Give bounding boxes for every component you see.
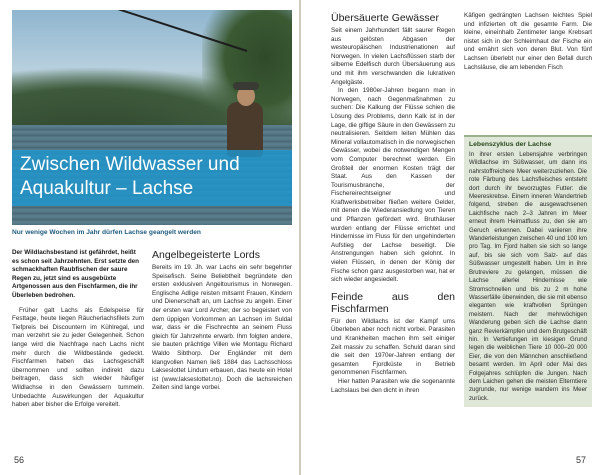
heading-feinde-aus-den-fischfarmen: Feinde aus den Fischfarmen — [331, 290, 455, 315]
left-col1-body: Früher galt Lachs als Edelspeise für Festtage, heute liegen Räucherlachsfilets zum Tiefpreis bei Discountern im Kühlregal, und man verzehrt sie zu jeder Gelegenheit. Schon lange wird die Nachfrage nach Lachs nicht mehr durch die Wildbestände gedeckt. Fischfarmen haben das Lachsgeschäft übernommen und sollten indirekt dazu beitragen, dass sich wieder häufiger Wildlachse in den Gewässern tummeln. Unbedachte Auswirkungen der Aquakultur haben aber bisher die Erfolge vereitelt. — [12, 306, 144, 409]
right-column-2 — [464, 12, 592, 72]
left-column-2 — [152, 249, 292, 393]
right-col1-body-4: Hier hatten Parasiten wie die sogenannte Lachslaus bei den dicht in ihren — [331, 377, 455, 394]
sidebox-body: In ihrer ersten Lebensjahre verbringen Wildlachse im Süßwasser, um dann ins nahrstoffreichere Meer weiterzuziehen. Die rote Färbung des Lachsfleisches entsteht dort durch ihr bevorzugtes Futter: die Meereskrebse. Einem inneren Wandertrieb folgend, streben die ausgewachsenen Laichfische nach 2–3 Jahren im Meer erneut ihrem Heimatfluss zu, den sie am Geruch erkennen. Dabei variieren ihre Wanderleistungen zwischen 40 und 100 km pro Tag. Im Fjord halten sie sich so lange auf, bis sie sich vom Salz- auf das Süßwasser umgestellt haben. Um in ihre Brutreviere zu gelangen, müssen die Lachse allerlei Hindernisse wie Stromschnellen und bis zu 2 m hohe Wasserfälle überwinden, die sie mit ebenso eleganten wie kraftvollen Sprüngen meistern. Nach der mehrwöchigen Wanderung geben sich die Lachse dann ganz Revierkämpfen und dem Brutgeschäft hin. In Vertiefungen im kiesigen Grund legen die weiblichen Tiere 10 000–20 000 Eier, die von den Männchen anschließend besamt werden. Im April oder Mai des Folgejahres schlüpfen die Jungen. Nach dem Laichen gehen die meisten Elterntiere zugrunde, nur wenige wandern ins Meer zurück. — [469, 151, 587, 402]
sidebox-heading: Lebenszyklus der Lachse — [469, 141, 552, 148]
lifecycle-sidebox — [464, 135, 592, 407]
right-col1-body-3: Für den Wildlachs ist der Kampf ums Überleben aber noch nicht vorbei. Parasiten und Krankheiten machen ihm seit einiger Zeit massiv zu schaffen. Schuld daran sind die seit den 1970er-Jahren entlang der gesamten Fjordküste in Betrieb genommenen Fischfarmen. — [331, 317, 455, 377]
right-col1-body-2: In den 1980er-Jahren begann man in Norwegen, nach Gegenmaßnahmen zu suchen: Die Kalkung der Flüsse schien die Lösung des Problems, denn Kalk ist in der Lage, die giftige Säure in den Gewässern zu neutralisieren. Seitdem leiten Mühlen das Mineral vollautomatisch in die norwegischen Gewässer, wobei die notwendigen Mengen vom Computer berechnet werden. Ein Großteil der enormen Kosten trägt der Staat. Aus den Kassen der Tourismusbranche, der Fischereirechtseigner und Kraftwerksbetreiber fließen weitere Gelder, mit denen die Wiederansiedlung von Tieren und Pflanzen gefördert wird. Bruthäuser wurden entlang der Flüsse errichtet und Hindernisse im Fluss für den ungehinderten Aufstieg der Lachse beseitigt. Die Anstrengungen haben sich gelohnt. In vielen Flüssen, in denen der König der Fische schon ganz ausgestorben war, hat er sich wieder angesiedelt. — [331, 87, 455, 284]
photo-caption: Nur wenige Wochen im Jahr dürfen Lachse geangelt werden — [12, 229, 201, 236]
heading-uebersaeuerte-gewaesser: Übersäuerte Gewässer — [331, 12, 439, 24]
right-col1-body-1: Seit einem Jahrhundert fällt saurer Regen aus gelösten Abgasen der westeuropäischen Industrienationen auf Norwegen. In vielen Lachsflüssen starb der silberne Edelfisch durch Übersäuerung aus und mit ihm verschwanden die lukrativen Angelgäste. — [331, 27, 455, 86]
right-column-1 — [331, 12, 455, 395]
left-column-1 — [12, 249, 144, 410]
left-col2-body: Bereits im 19. Jh. war Lachs ein sehr begehrter Speisefisch. Seine Beliebtheit begründete den ersten exklusiven Angeltourismus in Norwegen. Englische Adlige reisten mitsamt Frauen, Kindern und Dienerschaft an, um Lachse zu angeln. Einer der ersten war Lord Archer, der so begeistert von dem üppigen Vorkommen an Lachsen im Suldal war, dass er die Fischrechte an seinem Fluss gleich für Jahrzehnte erwarb. Ihm folgten andere, sie bauten prächtige Villen wie Montagu Richard Waldo Sibthorp. Der Engländer mit dem klangvollen Namen ließ 1884 das Lachsschloss Lakseslottet Lindum erbauen, das heute ein Hotel ist (www.lakseslottet.no). Doch die lachsreichen Zeiten sind lange vorbei. — [152, 264, 292, 392]
photo-angler-hat — [233, 82, 259, 90]
left-page — [0, 0, 299, 475]
page-number-right: 57 — [575, 455, 586, 465]
photo-angler-body — [227, 102, 263, 157]
right-page — [301, 0, 600, 475]
heading-angelbegeisterte-lords: Angelbegeisterte Lords — [152, 249, 260, 261]
right-col2-body: Käfigen gedrängten Lachsen leichtes Spiel und infizierten oft die gesamte Farm. Die kleine, eineinhalb Zentimeter lange Krebsart nistet sich in der Schleimhaut der Fische ein und ernährt sich von deren Blut. Von fünf Lachsen überlebt nur einer den Befall durch Lachsläuse, die am lebenden Fisch — [464, 12, 592, 71]
page-number-left: 56 — [14, 455, 25, 465]
article-title-box — [12, 150, 292, 206]
article-intro: Der Wildlachsbestand ist gefährdet, heißt es schon seit Jahrzehnten. Erst setzte den schmackhaften Raubfischen der saure Regen zu, jetzt sind es ausgebüxte Artgenossen aus den Fischfarmen, die ihr Überleben bedrohen. — [12, 249, 140, 299]
article-title: Zwischen Wildwasser und Aquakultur – Lachse — [20, 154, 240, 199]
